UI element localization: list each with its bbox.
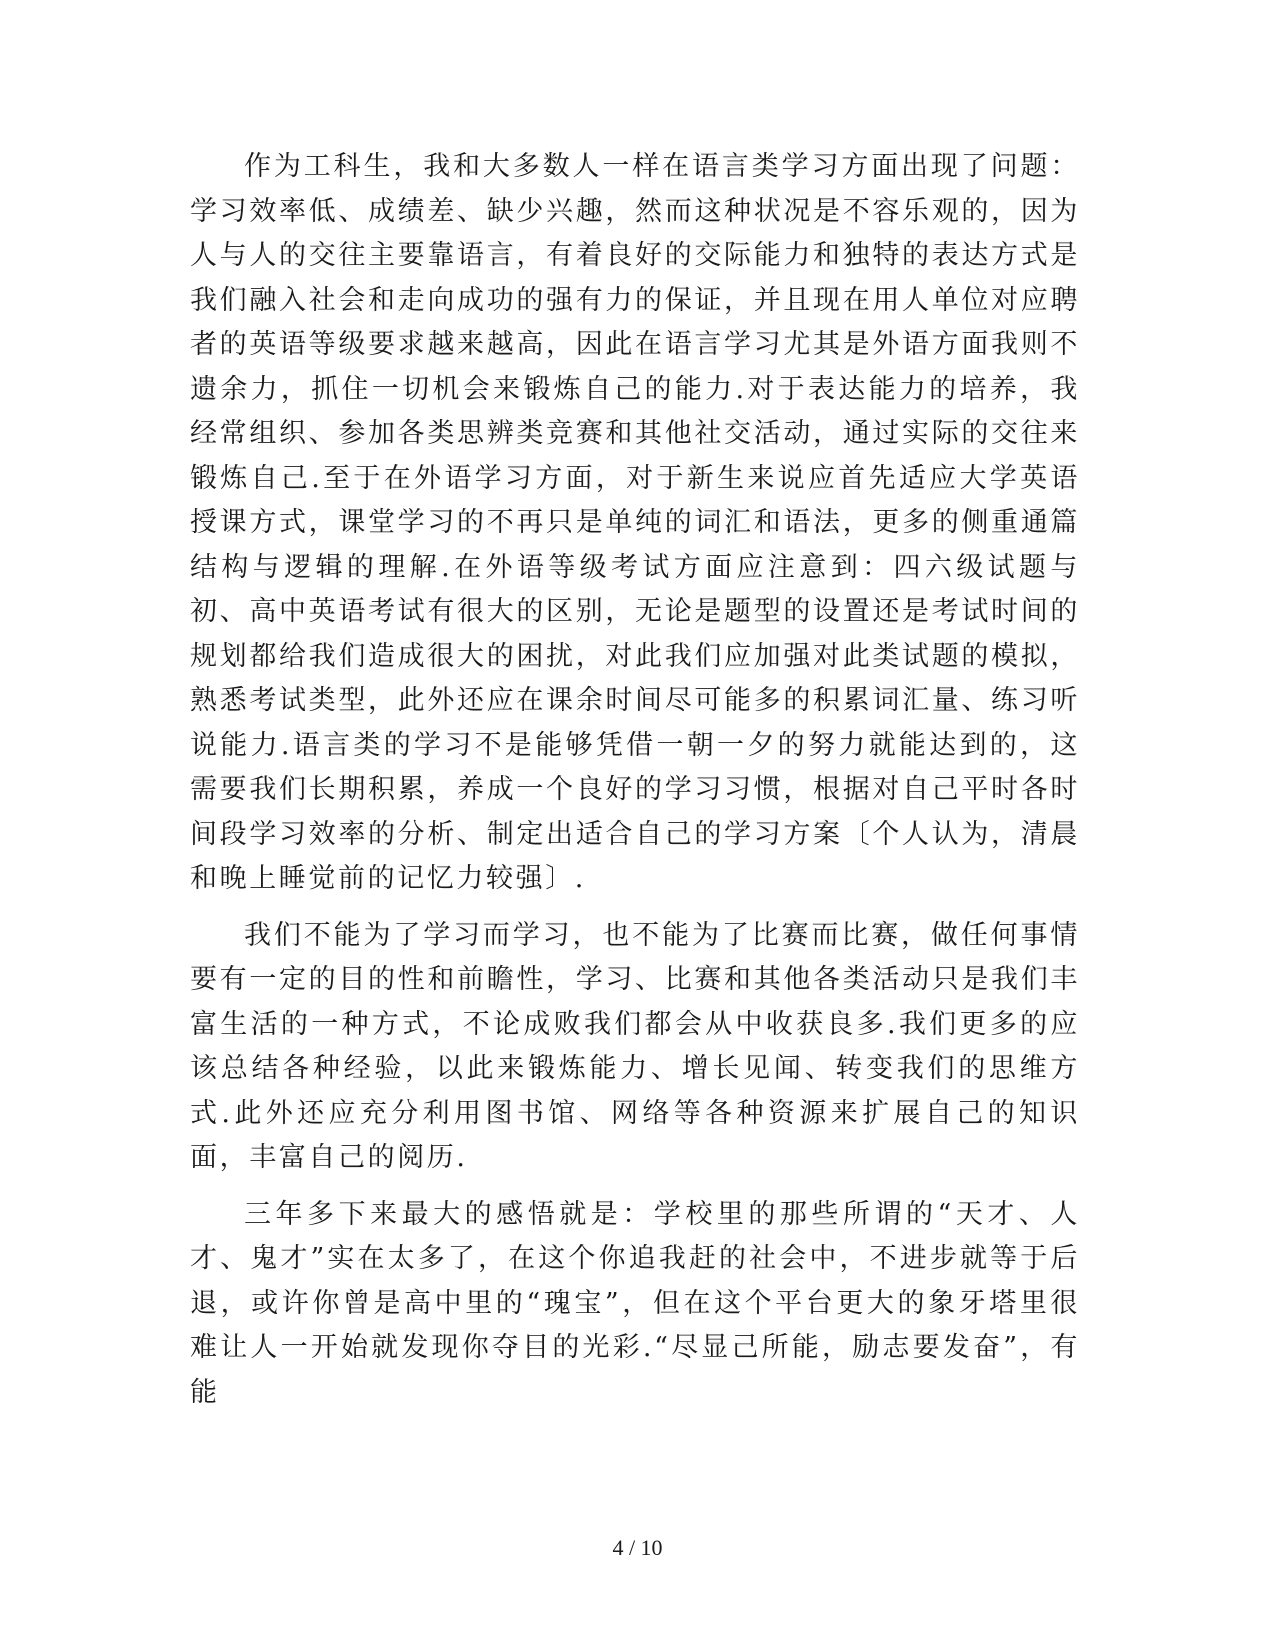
page-number: 4 / 10 [612, 1535, 663, 1560]
paragraph-reflection: 三年多下来最大的感悟就是：学校里的那些所谓的“天才、人才、鬼才”实在太多了，在这个你追我赶的社会中，不进步就等于后退，或许你曾是高中里的“瑰宝”，但在这个平台更大的象牙塔里很难让人一开始就发现你夺目的光彩.“尽显己所能，励志要发奋”，有能 [190, 1198, 1080, 1408]
body-text [190, 145, 1080, 1425]
paragraph-purpose: 我们不能为了学习而学习，也不能为了比赛而比赛，做任何事情要有一定的目的性和前瞻性，学习、比赛和其他各类活动只是我们丰富生活的一种方式，不论成败我们都会从中收获良多.我们更多的应该总结各种经验，以此来锻炼能力、增长见闻、转变我们的思维方式.此外还应充分利用图书馆、网络等各种资源来扩展自己的知识面，丰富自己的阅历. [190, 919, 1080, 1173]
paragraph-language-learning: 作为工科生，我和大多数人一样在语言类学习方面出现了问题：学习效率低、成绩差、缺少兴趣，然而这种状况是不容乐观的，因为人与人的交往主要靠语言，有着良好的交际能力和独特的表达方式是我们融入社会和走向成功的强有力的保证，并且现在用人单位对应聘者的英语等级要求越来越高，因此在语言学习尤其是外语方面我则不遗余力，抓住一切机会来锻炼自己的能力.对于表达能力的培养，我经常组织、参加各类思辨类竞赛和其他社交活动，通过实际的交往来锻炼自己.至于在外语学习方面，对于新生来说应首先适应大学英语授课方式，课堂学习的不再只是单纯的词汇和语法，更多的侧重通篇结构与逻辑的理解.在外语等级考试方面应注意到：四六级试题与初、高中英语考试有很大的区别，无论是题型的设置还是考试时间的规划都给我们造成很大的困扰，对此我们应加强对此类试题的模拟，熟悉考试类型，此外还应在课余时间尽可能多的积累词汇量、练习听说能力.语言类的学习不是能够凭借一朝一夕的努力就能达到的，这需要我们长期积累，养成一个良好的学习习惯，根据对自己平时各时间段学习效率的分析、制定出适合自己的学习方案〔个人认为，清晨和晚上睡觉前的记忆力较强〕. [190, 151, 1080, 894]
